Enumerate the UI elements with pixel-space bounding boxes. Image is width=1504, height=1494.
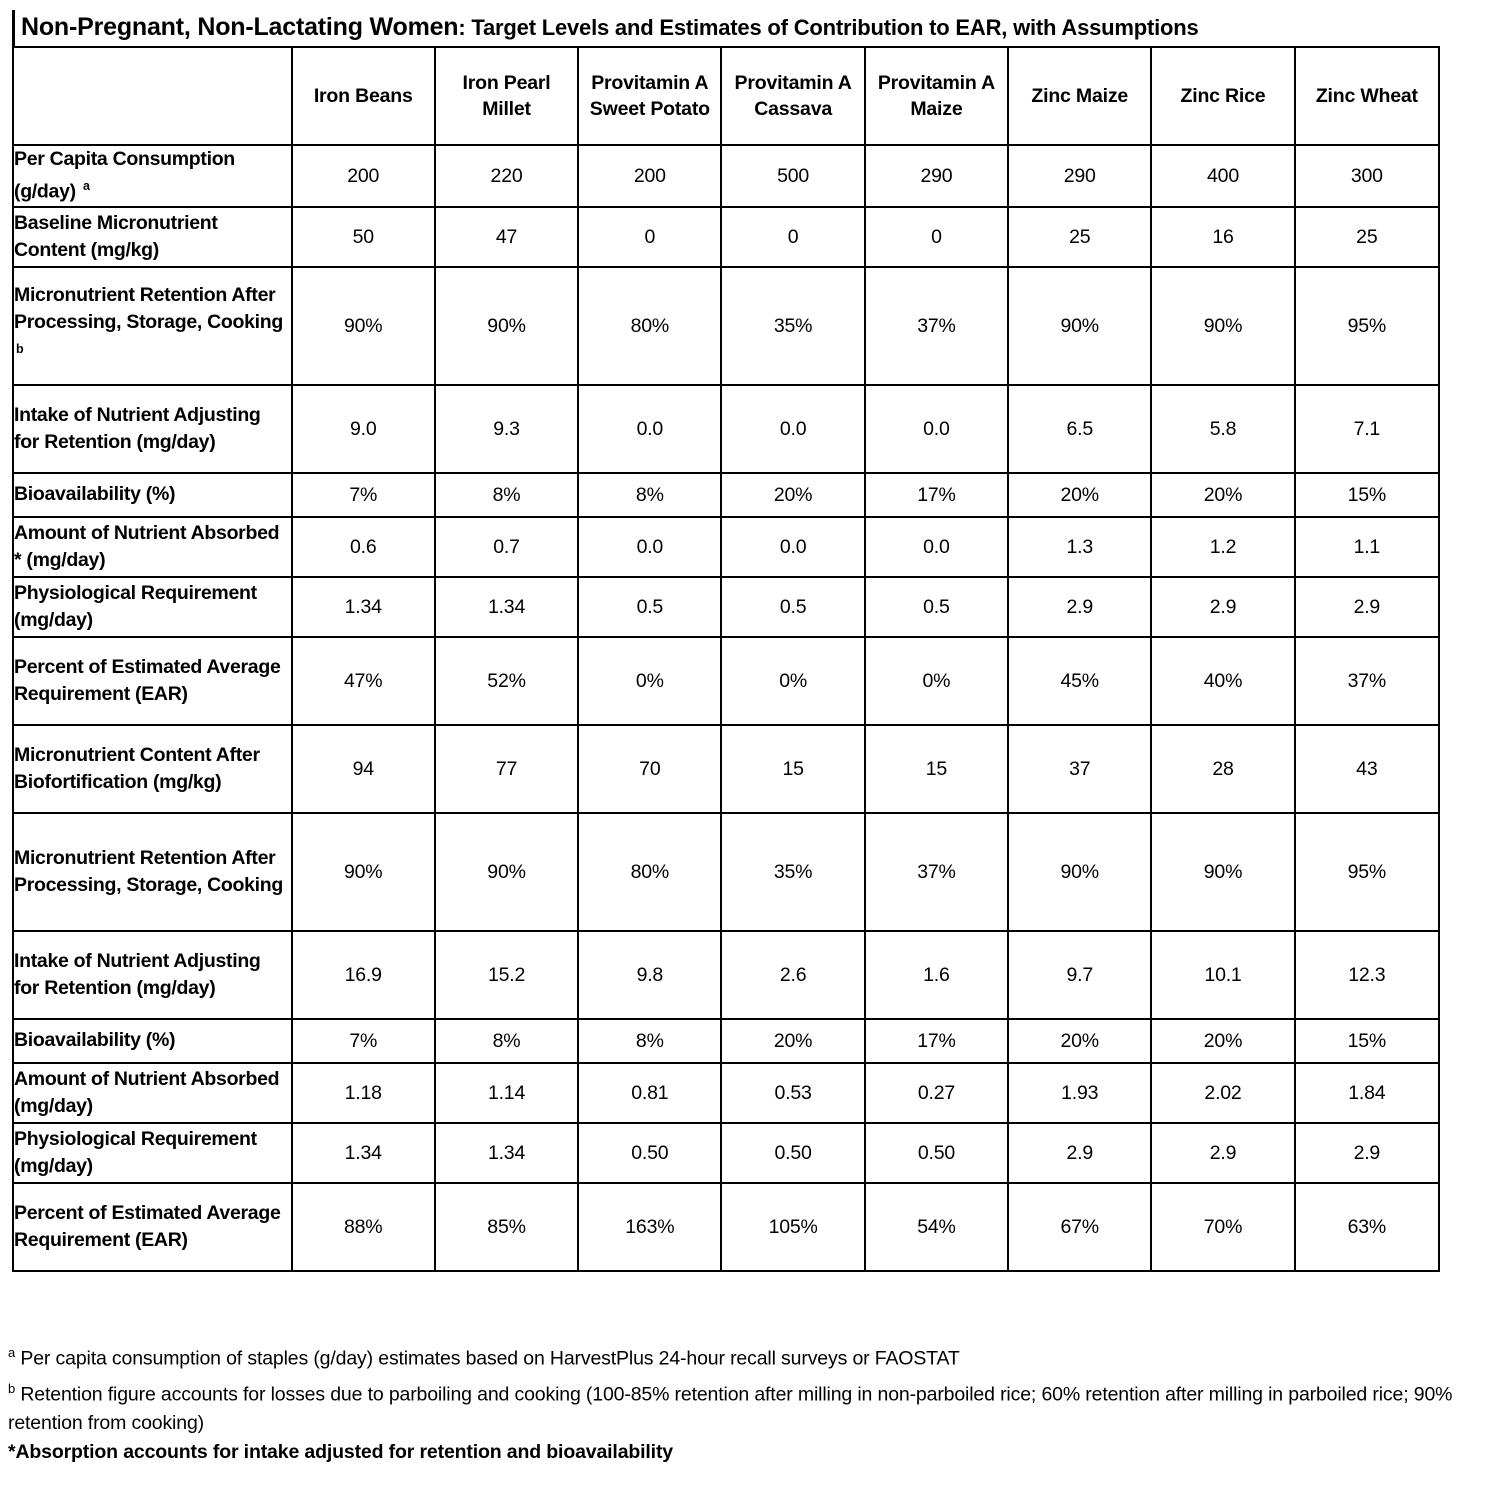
table-cell: 63% (1295, 1183, 1439, 1271)
row-label: Micronutrient Retention After Processing, Storage, Cooking $^b$ (13, 267, 292, 385)
table-cell: 47% (292, 637, 435, 725)
table-row (13, 577, 1439, 637)
table-cell: 1.1 (1295, 517, 1439, 577)
table-cell: 37 (1008, 725, 1151, 813)
table-cell: 200 (292, 145, 435, 207)
table-cell: 20% (1008, 473, 1151, 517)
table-cell: 37% (865, 813, 1008, 931)
table-cell: 8% (578, 473, 721, 517)
table-cell: 90% (1008, 813, 1151, 931)
row-label: Intake of Nutrient Adjusting for Retention (mg/day) (13, 385, 292, 473)
table-cell: 1.34 (292, 1123, 435, 1183)
table-cell: 0.53 (721, 1063, 864, 1123)
table-cell: 2.9 (1151, 1123, 1294, 1183)
table-cell: 12.3 (1295, 931, 1439, 1019)
table-cell: 5.8 (1151, 385, 1294, 473)
table-cell: 1.14 (435, 1063, 578, 1123)
row-label: Percent of Estimated Average Requirement (EAR) (13, 1183, 292, 1271)
table-cell: 9.7 (1008, 931, 1151, 1019)
table-cell: 20% (1151, 1019, 1294, 1063)
table-cell: 45% (1008, 637, 1151, 725)
table-cell: 35% (721, 267, 864, 385)
footnote-b-marker: b (8, 1380, 16, 1396)
table-cell: 0.5 (865, 577, 1008, 637)
footnote-a-marker: a (8, 1345, 16, 1360)
table-cell: 90% (435, 267, 578, 385)
table-cell: 90% (1151, 813, 1294, 931)
table-cell: 290 (865, 145, 1008, 207)
table-row (13, 931, 1439, 1019)
table-cell: 8% (435, 473, 578, 517)
table-cell: 0.6 (292, 517, 435, 577)
footnote-star: *Absorption accounts for intake adjusted for retention and bioavailability (8, 1441, 673, 1463)
column-header-provitamin-a-cassava: Provitamin A Cassava (721, 47, 864, 145)
table-cell: 15 (721, 725, 864, 813)
table-cell: 0.0 (865, 517, 1008, 577)
table-cell: 0 (865, 207, 1008, 267)
table-cell: 67% (1008, 1183, 1151, 1271)
table-cell: 0.50 (578, 1123, 721, 1183)
table-cell: 80% (578, 813, 721, 931)
table-row (13, 145, 1439, 207)
table-cell: 20% (721, 473, 864, 517)
table-cell: 0% (721, 637, 864, 725)
table-cell: 54% (865, 1183, 1008, 1271)
table-cell: 200 (578, 145, 721, 207)
table-cell: 15 (865, 725, 1008, 813)
table-cell: 7.1 (1295, 385, 1439, 473)
table-cell: 2.9 (1008, 1123, 1151, 1183)
row-label: Micronutrient Content After Biofortification (mg/kg) (13, 725, 292, 813)
table-cell: 90% (1008, 267, 1151, 385)
table-cell: 8% (435, 1019, 578, 1063)
table-cell: 1.3 (1008, 517, 1151, 577)
footnote-b-text: Retention figure accounts for losses due to parboiling and cooking (100-85% retention after milling in non-parboiled rice; 60% retention after milling in parboiled rice; 90% retention from cooking) (8, 1383, 1453, 1434)
table-row (13, 813, 1439, 931)
table-cell: 0.0 (721, 385, 864, 473)
table-cell: 2.9 (1295, 577, 1439, 637)
row-label: Percent of Estimated Average Requirement (EAR) (13, 637, 292, 725)
table-cell: 2.02 (1151, 1063, 1294, 1123)
table-cell: 52% (435, 637, 578, 725)
biofortification-table (12, 46, 1440, 1272)
table-cell: 9.8 (578, 931, 721, 1019)
table-cell: 163% (578, 1183, 721, 1271)
table-cell: 80% (578, 267, 721, 385)
table-cell: 0.0 (578, 385, 721, 473)
row-label: Bioavailability (%) (13, 473, 292, 517)
table-cell: 95% (1295, 813, 1439, 931)
table-cell: 2.6 (721, 931, 864, 1019)
table-cell: 220 (435, 145, 578, 207)
column-header-iron-beans: Iron Beans (292, 47, 435, 145)
row-label: Physiological Requirement (mg/day) (13, 1123, 292, 1183)
table-cell: 43 (1295, 725, 1439, 813)
row-label-footnote-marker: b (16, 342, 24, 357)
row-label: Intake of Nutrient Adjusting for Retention (mg/day) (13, 931, 292, 1019)
table-cell: 25 (1295, 207, 1439, 267)
table-cell: 0.27 (865, 1063, 1008, 1123)
table-cell: 90% (435, 813, 578, 931)
table-cell: 1.84 (1295, 1063, 1439, 1123)
row-label: Amount of Nutrient Absorbed * (mg/day) (13, 517, 292, 577)
table-cell: 10.1 (1151, 931, 1294, 1019)
table-cell: 0.50 (865, 1123, 1008, 1183)
table-cell: 90% (292, 267, 435, 385)
header-row (13, 47, 1439, 145)
footnote-a (8, 1338, 1468, 1374)
table-cell: 20% (721, 1019, 864, 1063)
table-cell: 77 (435, 725, 578, 813)
footnote-a-text: Per capita consumption of staples (g/day) estimates based on HarvestPlus 24-hour recall surveys or FAOSTAT (15, 1347, 960, 1370)
table-cell: 94 (292, 725, 435, 813)
table-cell: 1.34 (435, 1123, 578, 1183)
row-label: Amount of Nutrient Absorbed (mg/day) (13, 1063, 292, 1123)
table-cell: 90% (1151, 267, 1294, 385)
table-cell: 0.0 (578, 517, 721, 577)
table-cell: 2.9 (1295, 1123, 1439, 1183)
table-cell: 47 (435, 207, 578, 267)
table-cell: 400 (1151, 145, 1294, 207)
table-cell: 0.81 (578, 1063, 721, 1123)
row-label: Per Capita Consumption (g/day) $^a$ (13, 145, 292, 207)
table-cell: 1.2 (1151, 517, 1294, 577)
table-cell: 0 (721, 207, 864, 267)
table-row (13, 1063, 1439, 1123)
table-cell: 17% (865, 473, 1008, 517)
table-cell: 0.50 (721, 1123, 864, 1183)
table-cell: 37% (1295, 637, 1439, 725)
row-label: Micronutrient Retention After Processing, Storage, Cooking (13, 813, 292, 931)
table-cell: 90% (292, 813, 435, 931)
table-cell: 105% (721, 1183, 864, 1271)
table-row (13, 725, 1439, 813)
table-cell: 37% (865, 267, 1008, 385)
table-cell: 95% (1295, 267, 1439, 385)
table-cell: 1.34 (435, 577, 578, 637)
page-title-main: Non-Pregnant, Non-Lactating Women (21, 13, 459, 41)
row-label: Baseline Micronutrient Content (mg/kg) (13, 207, 292, 267)
table-cell: 0.0 (721, 517, 864, 577)
page-title-sub: : Target Levels and Estimates of Contribution to EAR, with Assumptions (458, 15, 1199, 40)
table-cell: 7% (292, 473, 435, 517)
table-cell: 0 (578, 207, 721, 267)
table-cell: 1.34 (292, 577, 435, 637)
table-cell: 6.5 (1008, 385, 1151, 473)
table-cell: 0.7 (435, 517, 578, 577)
page-title (12, 10, 1444, 46)
table-row (13, 1183, 1439, 1271)
table-cell: 500 (721, 145, 864, 207)
footnote-b (8, 1374, 1468, 1439)
table-cell: 300 (1295, 145, 1439, 207)
table-cell: 15% (1295, 473, 1439, 517)
table-cell: 290 (1008, 145, 1151, 207)
table-cell: 85% (435, 1183, 578, 1271)
footnotes-block (8, 1338, 1468, 1467)
row-label: Physiological Requirement (mg/day) (13, 577, 292, 637)
table-cell: 2.9 (1151, 577, 1294, 637)
table-row (13, 1019, 1439, 1063)
table-cell: 88% (292, 1183, 435, 1271)
table-cell: 0.5 (721, 577, 864, 637)
column-header-provitamin-a-sweet-potato: Provitamin A Sweet Potato (578, 47, 721, 145)
table-cell: 2.9 (1008, 577, 1151, 637)
table-cell: 1.93 (1008, 1063, 1151, 1123)
table-cell: 16.9 (292, 931, 435, 1019)
table-cell: 0% (578, 637, 721, 725)
row-label: Bioavailability (%) (13, 1019, 292, 1063)
table-body (13, 145, 1439, 1271)
column-header-iron-pearl-millet: Iron Pearl Millet (435, 47, 578, 145)
column-header-provitamin-a-maize: Provitamin A Maize (865, 47, 1008, 145)
table-cell: 70% (1151, 1183, 1294, 1271)
table-cell: 16 (1151, 207, 1294, 267)
table-row (13, 517, 1439, 577)
table-cell: 15.2 (435, 931, 578, 1019)
header-corner-cell (13, 47, 292, 145)
table-cell: 15% (1295, 1019, 1439, 1063)
table-cell: 1.6 (865, 931, 1008, 1019)
table-row (13, 637, 1439, 725)
table-row (13, 473, 1439, 517)
table-cell: 9.0 (292, 385, 435, 473)
table-row (13, 207, 1439, 267)
table-cell: 25 (1008, 207, 1151, 267)
table-cell: 35% (721, 813, 864, 931)
table-cell: 28 (1151, 725, 1294, 813)
table-cell: 20% (1008, 1019, 1151, 1063)
table-cell: 17% (865, 1019, 1008, 1063)
table-row (13, 385, 1439, 473)
table-cell: 1.18 (292, 1063, 435, 1123)
column-header-zinc-rice: Zinc Rice (1151, 47, 1294, 145)
table-cell: 0% (865, 637, 1008, 725)
row-label-footnote-marker: a (82, 179, 90, 193)
table-cell: 0.0 (865, 385, 1008, 473)
table-header (13, 47, 1439, 145)
table-cell: 9.3 (435, 385, 578, 473)
table-row (13, 1123, 1439, 1183)
table-cell: 70 (578, 725, 721, 813)
table-cell: 40% (1151, 637, 1294, 725)
table-cell: 20% (1151, 473, 1294, 517)
column-header-zinc-maize: Zinc Maize (1008, 47, 1151, 145)
table-cell: 8% (578, 1019, 721, 1063)
table-cell: 0.5 (578, 577, 721, 637)
table-cell: 50 (292, 207, 435, 267)
table-row (13, 267, 1439, 385)
table-cell: 7% (292, 1019, 435, 1063)
column-header-zinc-wheat: Zinc Wheat (1295, 47, 1439, 145)
